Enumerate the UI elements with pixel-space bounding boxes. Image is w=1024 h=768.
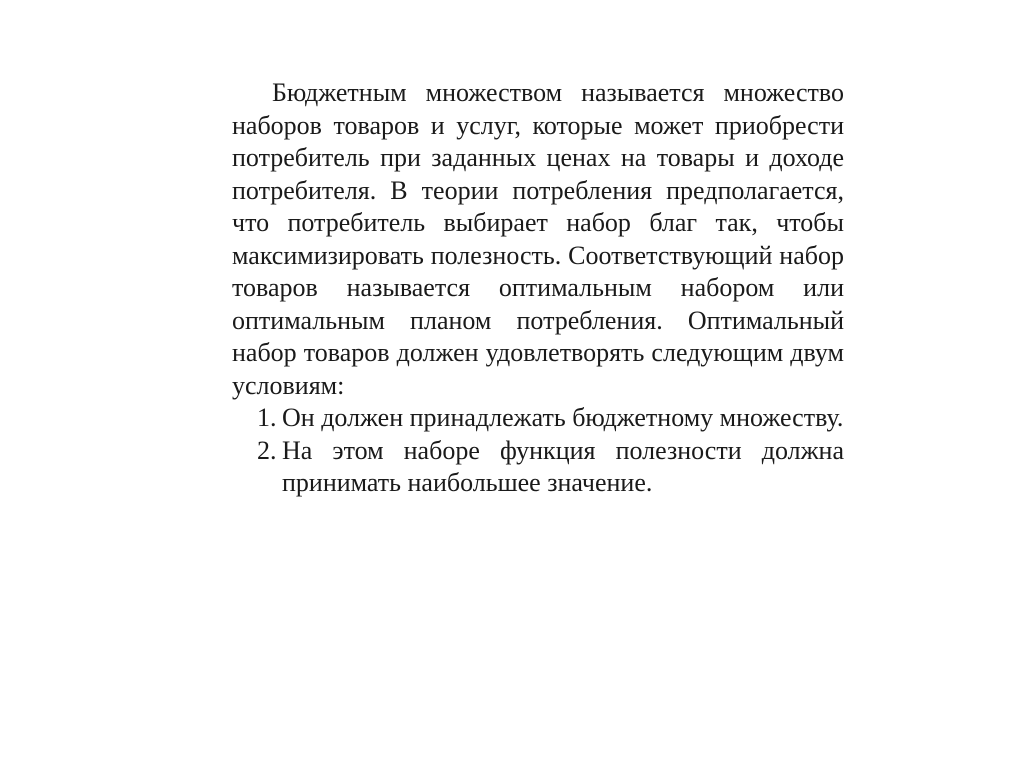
list-item [232, 435, 844, 500]
list-item [232, 402, 844, 435]
list-item-number: 1. [257, 403, 277, 432]
list-item-text: Он должен принадлежать бюджетному множеству. [282, 403, 844, 432]
text-block [232, 77, 844, 500]
list-item-number: 2. [257, 435, 277, 465]
definition-paragraph: Бюджетным множеством называется множество наборов товаров и услуг, которые может приобрести потребитель при заданных ценах на товары и доходе потребителя. В теории потребления предполагается, что потребитель выбирает набор благ так, чтобы максимизировать полезность. Соответствующий набор товаров называется оптимальным набором или оптимальным планом потребления. Оптимальный набор товаров должен удовлетворять следующим двум условиям: [232, 78, 844, 400]
conditions-list [232, 402, 844, 500]
list-item-text: На этом наборе функция полезности должна принимать наибольшее значение. [282, 435, 844, 497]
